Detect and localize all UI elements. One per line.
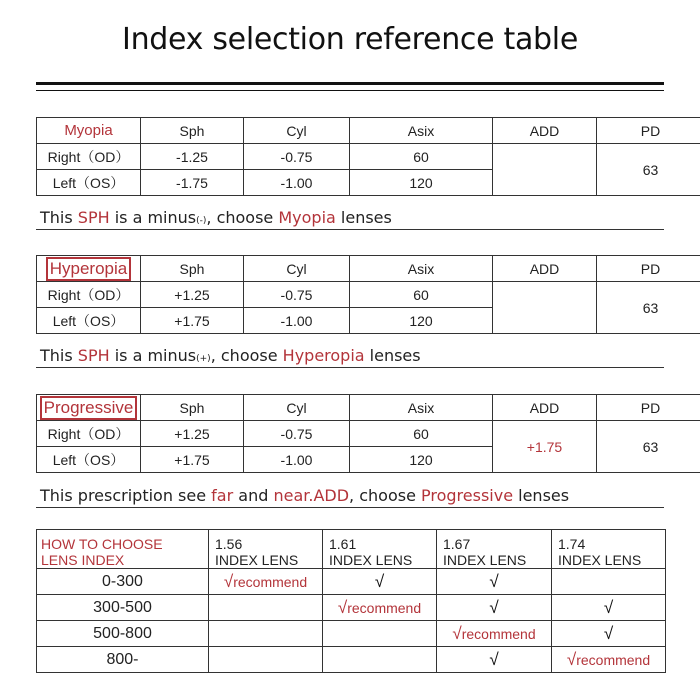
progressive-label: Progressive — [40, 396, 138, 420]
index-col-num: 1.61 — [329, 536, 357, 552]
header-cyl: Cyl — [244, 395, 350, 421]
table-row — [37, 421, 700, 447]
index-col-num: 1.67 — [443, 536, 471, 552]
index-col-167 — [437, 530, 552, 569]
check-mark-icon: √ — [437, 595, 552, 621]
add-value: +1.75 — [493, 421, 597, 473]
progressive-table — [36, 394, 700, 473]
hyperopia-label: Hyperopia — [46, 257, 132, 281]
header-cyl: Cyl — [244, 256, 350, 282]
check-mark-icon: √ — [437, 647, 552, 673]
header-add: ADD — [493, 395, 597, 421]
index-range: 800- — [37, 647, 209, 673]
index-range: 500-800 — [37, 621, 209, 647]
check-mark-icon: √ — [566, 649, 577, 669]
progressive-label-cell — [37, 395, 141, 421]
table-row — [37, 395, 700, 421]
add-value — [493, 144, 597, 196]
pd-value: 63 — [597, 282, 700, 334]
note-text: is a minus — [109, 208, 197, 227]
header-pd: PD — [597, 256, 700, 282]
note-text: lenses — [513, 486, 570, 505]
header-cyl: Cyl — [244, 118, 350, 144]
sph-value: +1.25 — [141, 282, 244, 308]
note-far: far — [211, 486, 234, 505]
eye-left: Left（OS） — [37, 170, 141, 196]
check-mark-icon: √ — [337, 597, 348, 617]
note-text: , choose — [349, 486, 421, 505]
note-near: near.ADD — [273, 486, 350, 505]
header-sph: Sph — [141, 256, 244, 282]
hyperopia-note-line — [36, 367, 664, 368]
note-text: and — [233, 486, 274, 505]
check-mark-icon: √ — [437, 569, 552, 595]
recommend-label: recommend — [576, 651, 651, 668]
asix-value: 120 — [350, 308, 493, 334]
check-mark-icon: √ — [323, 569, 437, 595]
progressive-note — [40, 486, 569, 505]
page-title: Index selection reference table — [122, 22, 578, 57]
table-row — [37, 647, 666, 673]
note-text: This — [40, 208, 78, 227]
myopia-note — [40, 208, 392, 227]
index-header-title — [37, 530, 209, 569]
recommend-cell — [323, 595, 437, 621]
header-asix: Asix — [350, 395, 493, 421]
header-sph: Sph — [141, 395, 244, 421]
table-row — [37, 621, 666, 647]
table-row — [37, 144, 700, 170]
note-sph: SPH — [77, 346, 110, 365]
header-asix: Asix — [350, 118, 493, 144]
myopia-note-line — [36, 229, 664, 230]
progressive-note-line — [36, 507, 664, 508]
index-header-line2: LENS INDEX — [41, 552, 125, 568]
table-row — [37, 256, 700, 282]
sph-value: +1.75 — [141, 447, 244, 473]
index-col-161 — [323, 530, 437, 569]
index-col-label: INDEX LENS — [215, 552, 299, 568]
note-lens: Progressive — [421, 486, 514, 505]
eye-right: Right（OD） — [37, 144, 141, 170]
eye-right: Right（OD） — [37, 421, 141, 447]
check-mark-icon: √ — [552, 621, 666, 647]
index-col-label: INDEX LENS — [443, 552, 527, 568]
recommend-cell — [209, 569, 323, 595]
recommend-cell — [552, 647, 666, 673]
note-text: is a minus — [109, 346, 197, 365]
index-col-num: 1.74 — [558, 536, 586, 552]
note-sign: (-) — [196, 216, 207, 226]
note-text: lenses — [335, 208, 392, 227]
pd-value: 63 — [597, 144, 700, 196]
asix-value: 120 — [350, 170, 493, 196]
empty-cell — [323, 621, 437, 647]
cyl-value: -1.00 — [244, 308, 350, 334]
header-add: ADD — [493, 118, 597, 144]
pd-value: 63 — [597, 421, 700, 473]
index-col-num: 1.56 — [215, 536, 243, 552]
sph-value: -1.25 — [141, 144, 244, 170]
asix-value: 60 — [350, 282, 493, 308]
cyl-value: -1.00 — [244, 447, 350, 473]
note-sign: (+) — [196, 354, 211, 364]
table-row — [37, 569, 666, 595]
asix-value: 120 — [350, 447, 493, 473]
table-row — [37, 595, 666, 621]
note-lens: Myopia — [278, 208, 336, 227]
cyl-value: -0.75 — [244, 282, 350, 308]
eye-left: Left（OS） — [37, 308, 141, 334]
empty-cell — [552, 569, 666, 595]
index-range: 300-500 — [37, 595, 209, 621]
check-mark-icon: √ — [223, 571, 234, 591]
empty-cell — [323, 647, 437, 673]
header-asix: Asix — [350, 256, 493, 282]
cyl-value: -0.75 — [244, 144, 350, 170]
note-text: This — [40, 346, 78, 365]
table-row — [37, 530, 666, 569]
eye-right: Right（OD） — [37, 282, 141, 308]
lens-index-table — [36, 529, 666, 673]
add-value — [493, 282, 597, 334]
note-text: , choose — [210, 346, 283, 365]
recommend-label: recommend — [461, 625, 536, 642]
note-sph: SPH — [77, 208, 110, 227]
empty-cell — [209, 595, 323, 621]
note-text: , choose — [206, 208, 279, 227]
asix-value: 60 — [350, 144, 493, 170]
table-row — [37, 282, 700, 308]
table-row — [37, 118, 700, 144]
empty-cell — [209, 621, 323, 647]
header-pd: PD — [597, 118, 700, 144]
myopia-table — [36, 117, 700, 196]
sph-value: -1.75 — [141, 170, 244, 196]
recommend-label: recommend — [233, 573, 308, 590]
hyperopia-note — [40, 346, 421, 365]
empty-cell — [209, 647, 323, 673]
header-sph: Sph — [141, 118, 244, 144]
index-range: 0-300 — [37, 569, 209, 595]
myopia-label: Myopia — [37, 118, 141, 144]
note-text: This prescription see — [40, 486, 212, 505]
check-mark-icon: √ — [452, 623, 462, 643]
note-lens: Hyperopia — [282, 346, 365, 365]
cyl-value: -1.00 — [244, 170, 350, 196]
check-mark-icon: √ — [552, 595, 666, 621]
eye-left: Left（OS） — [37, 447, 141, 473]
index-header-line1: HOW TO CHOOSE — [41, 536, 163, 552]
sph-value: +1.75 — [141, 308, 244, 334]
sph-value: +1.25 — [141, 421, 244, 447]
note-text: lenses — [364, 346, 421, 365]
hyperopia-table — [36, 255, 700, 334]
index-col-156 — [209, 530, 323, 569]
index-col-label: INDEX LENS — [558, 552, 642, 568]
index-col-174 — [552, 530, 666, 569]
recommend-label: recommend — [347, 599, 422, 616]
header-add: ADD — [493, 256, 597, 282]
title-divider-thick — [36, 82, 664, 85]
header-pd: PD — [597, 395, 700, 421]
recommend-cell — [437, 621, 552, 647]
index-col-label: INDEX LENS — [329, 552, 413, 568]
title-divider-thin — [36, 90, 664, 91]
asix-value: 60 — [350, 421, 493, 447]
cyl-value: -0.75 — [244, 421, 350, 447]
hyperopia-label-cell — [37, 256, 141, 282]
